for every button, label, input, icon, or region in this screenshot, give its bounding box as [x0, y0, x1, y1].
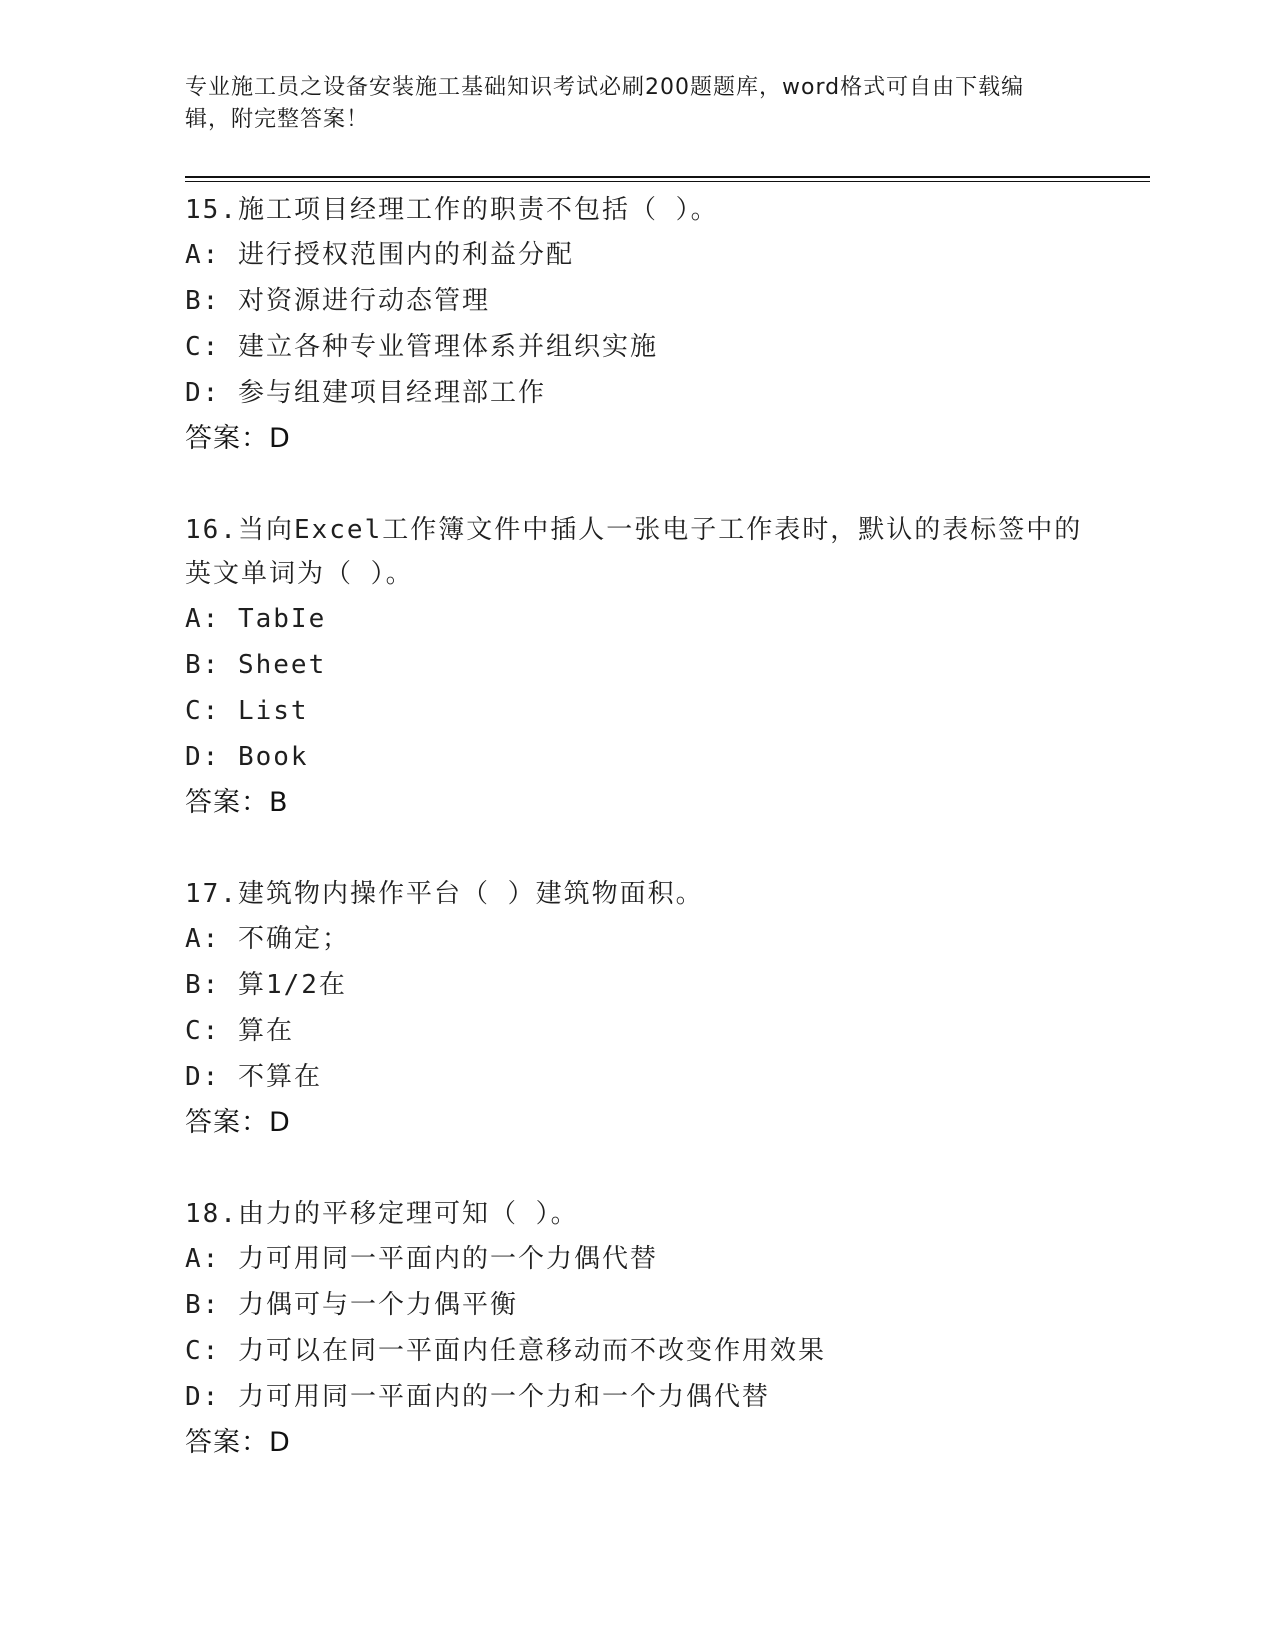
question-block	[185, 872, 1085, 1146]
question-stem: 18.由力的平移定理可知（ ）。	[185, 1199, 579, 1229]
question-stem: 17.建筑物内操作平台（ ）建筑物面积。	[185, 879, 704, 909]
question-block	[185, 508, 1085, 826]
question-stem: 16.当向Excel工作簿文件中插人一张电子工作表时，默认的表标签中的英文单词为（ ）。	[185, 515, 1083, 589]
option-b: B: 对资源进行动态管理	[185, 286, 490, 316]
option-b: B: 算1/2在	[185, 970, 347, 1000]
question-block	[185, 1192, 1085, 1466]
option-d: D: 不算在	[185, 1062, 322, 1092]
option-c: C: 力可以在同一平面内任意移动而不改变作用效果	[185, 1336, 826, 1366]
option-a: A: 不确定；	[185, 924, 350, 954]
option-c: C: 建立各种专业管理体系并组织实施	[185, 332, 658, 362]
option-a: A: TabIe	[185, 604, 327, 634]
option-a: A: 进行授权范围内的利益分配	[185, 240, 574, 270]
header-divider-thin	[185, 181, 1150, 182]
answer-line: 答案：D	[185, 1107, 291, 1138]
option-a: A: 力可用同一平面内的一个力偶代替	[185, 1244, 658, 1274]
header-divider-thick	[185, 176, 1150, 178]
option-c: C: 算在	[185, 1016, 294, 1046]
option-c: C: List	[185, 696, 309, 726]
question-stem: 15.施工项目经理工作的职责不包括（ ）。	[185, 195, 719, 225]
document-header-title: 专业施工员之设备安装施工基础知识考试必刷200题题库，word格式可自由下载编辑，附完整答案！	[185, 75, 1025, 132]
option-d: D: 力可用同一平面内的一个力和一个力偶代替	[185, 1382, 770, 1412]
answer-line: 答案：B	[185, 787, 289, 818]
question-block	[185, 188, 1085, 462]
option-b: B: Sheet	[185, 650, 327, 680]
answer-line: 答案：D	[185, 423, 291, 454]
answer-line: 答案：D	[185, 1427, 291, 1458]
option-d: D: Book	[185, 742, 309, 772]
option-b: B: 力偶可与一个力偶平衡	[185, 1290, 518, 1320]
option-d: D: 参与组建项目经理部工作	[185, 378, 546, 408]
